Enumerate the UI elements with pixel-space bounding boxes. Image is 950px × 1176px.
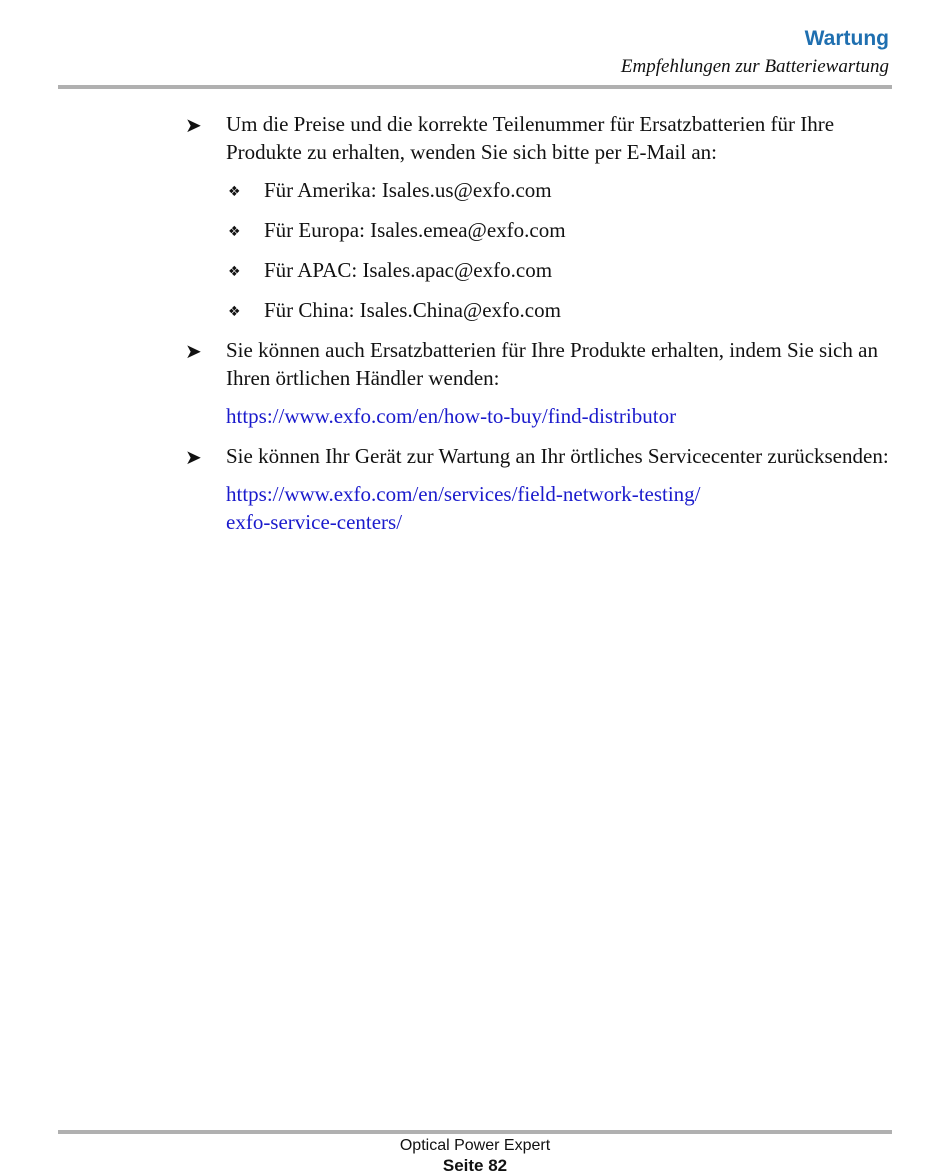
distributor-link[interactable]: https://www.exfo.com/en/how-to-buy/find-distributor bbox=[226, 404, 677, 428]
distributor-link-block bbox=[185, 402, 890, 430]
email-text: Für China: Isales.China@exfo.com bbox=[264, 298, 561, 322]
diamond-bullet-icon: ❖ bbox=[228, 184, 241, 200]
page-number: Seite 82 bbox=[442, 1156, 508, 1175]
diamond-bullet-icon: ❖ bbox=[228, 264, 241, 280]
email-item-apac bbox=[226, 256, 890, 284]
bullet-text: Sie können Ihr Gerät zur Wartung an Ihr örtliches Servicecenter zurücksenden: bbox=[226, 444, 889, 468]
footer-product-name: Optical Power Expert bbox=[399, 1137, 551, 1154]
arrow-bullet-icon: ➤ bbox=[185, 445, 202, 469]
section-title: Wartung bbox=[804, 27, 889, 50]
bullet-item bbox=[185, 110, 890, 166]
bullet-item bbox=[185, 336, 890, 392]
header-divider bbox=[58, 85, 892, 89]
arrow-bullet-icon: ➤ bbox=[185, 113, 202, 137]
email-item-america bbox=[226, 176, 890, 204]
service-center-link[interactable] bbox=[226, 480, 890, 536]
email-list bbox=[226, 176, 890, 324]
footer-divider bbox=[58, 1130, 892, 1134]
email-text: Für APAC: Isales.apac@exfo.com bbox=[264, 258, 553, 282]
link-line: exfo-service-centers/ bbox=[226, 510, 403, 534]
bullet-text: Um die Preise und die korrekte Teilenummer für Ersatzbatterien für Ihre Produkte zu erhalten, wenden Sie sich bitte per E-Mail an: bbox=[226, 112, 835, 164]
email-text: Für Amerika: Isales.us@exfo.com bbox=[264, 178, 552, 202]
page-content bbox=[185, 110, 890, 548]
diamond-bullet-icon: ❖ bbox=[228, 224, 241, 240]
section-subtitle: Empfehlungen zur Batteriewartung bbox=[620, 56, 889, 77]
link-line: https://www.exfo.com/en/services/field-network-testing/ bbox=[226, 482, 701, 506]
bullet-item bbox=[185, 442, 890, 470]
diamond-bullet-icon: ❖ bbox=[228, 304, 241, 320]
email-item-europe bbox=[226, 216, 890, 244]
email-item-china bbox=[226, 296, 890, 324]
arrow-bullet-icon: ➤ bbox=[185, 339, 202, 363]
service-center-link-block bbox=[185, 480, 890, 536]
bullet-text: Sie können auch Ersatzbatterien für Ihre Produkte erhalten, indem Sie sich an Ihren örtlichen Händler wenden: bbox=[226, 338, 878, 390]
email-text: Für Europa: Isales.emea@exfo.com bbox=[264, 218, 566, 242]
